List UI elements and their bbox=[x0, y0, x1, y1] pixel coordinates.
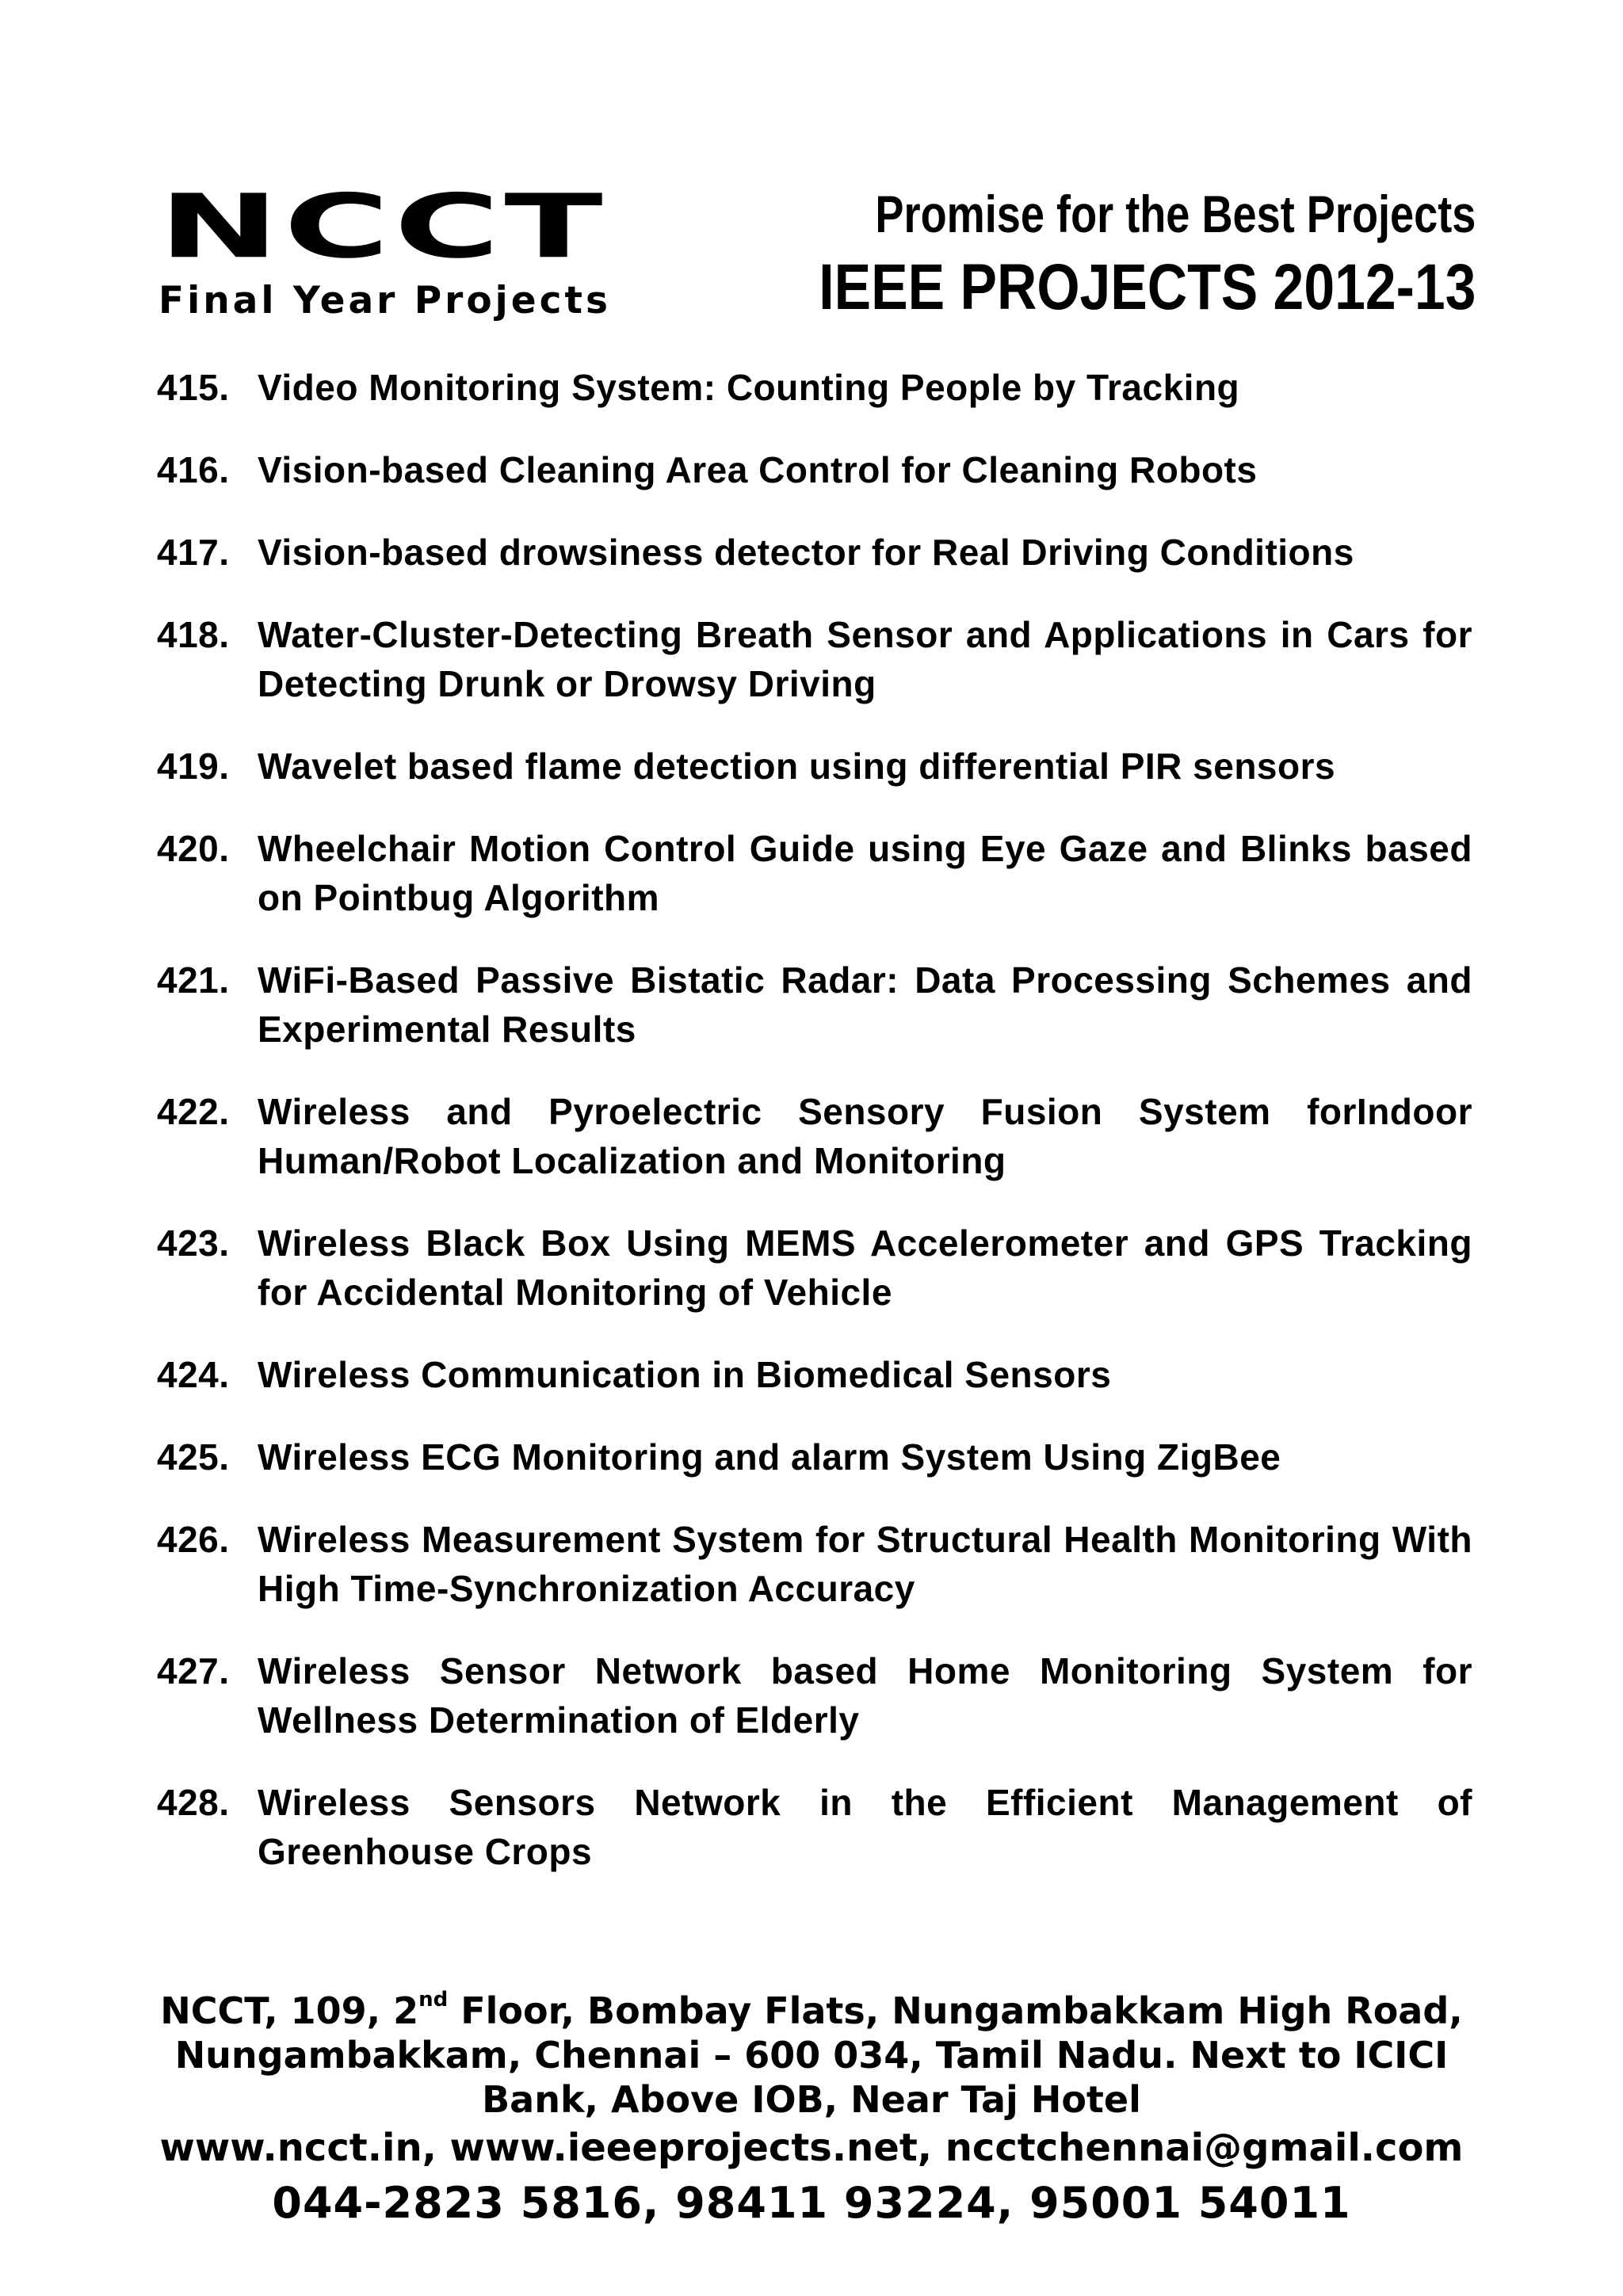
contact-footer bbox=[0, 1989, 1623, 2231]
project-number: 419. bbox=[157, 746, 230, 787]
address-line-start: NCCT, 109, 2 bbox=[160, 1989, 419, 2032]
list-item bbox=[157, 363, 1472, 412]
project-title: Video Monitoring System: Counting People by Tracking bbox=[258, 367, 1240, 408]
project-number: 416. bbox=[157, 449, 230, 490]
address-line-rest: Floor, Bombay Flats, Nungambakkam High Road, Nungambakkam, Chennai – 600 034, Tamil Nadu. Next to ICICI Bank, Above IOB, Near Taj Hotel bbox=[174, 1989, 1463, 2121]
list-item bbox=[157, 1350, 1472, 1399]
list-item bbox=[157, 955, 1472, 1054]
project-number: 417. bbox=[157, 532, 230, 573]
project-number: 418. bbox=[157, 614, 230, 655]
list-item bbox=[157, 1219, 1472, 1317]
project-title: Vision-based drowsiness detector for Real Driving Conditions bbox=[258, 532, 1354, 573]
project-number: 424. bbox=[157, 1354, 230, 1395]
project-number: 422. bbox=[157, 1091, 230, 1132]
list-item bbox=[157, 528, 1472, 577]
project-number: 420. bbox=[157, 828, 230, 869]
project-title: Wheelchair Motion Control Guide using Eye Gaze and Blinks based on Pointbug Algorithm bbox=[258, 828, 1472, 918]
project-title: Wireless ECG Monitoring and alarm System Using ZigBee bbox=[258, 1436, 1281, 1478]
list-item bbox=[157, 742, 1472, 791]
logo-subtitle: Final Year Projects bbox=[158, 279, 611, 322]
project-number: 421. bbox=[157, 959, 230, 1001]
project-title: Wireless Sensors Network in the Efficient Management of Greenhouse Crops bbox=[258, 1782, 1472, 1872]
list-item bbox=[157, 1778, 1472, 1876]
list-item bbox=[157, 824, 1472, 922]
project-title: Wireless and Pyroelectric Sensory Fusion System forIndoor Human/Robot Localization and Monitoring bbox=[258, 1091, 1472, 1181]
project-number: 427. bbox=[157, 1650, 230, 1691]
phone-numbers: 044-2823 5816, 98411 93224, 95001 54011 bbox=[272, 2178, 1351, 2228]
tagline: Promise for the Best Projects bbox=[875, 185, 1476, 243]
list-item bbox=[157, 610, 1472, 708]
project-list bbox=[157, 363, 1472, 1909]
list-item bbox=[157, 1087, 1472, 1185]
project-number: 426. bbox=[157, 1519, 230, 1560]
address bbox=[138, 1989, 1485, 2122]
project-title: Wireless Communication in Biomedical Sensors bbox=[258, 1354, 1112, 1395]
web-and-email: www.ncct.in, www.ieeeprojects.net, ncctchennai@gmail.com bbox=[159, 2126, 1464, 2170]
project-number: 423. bbox=[157, 1222, 230, 1264]
project-title: Water-Cluster-Detecting Breath Sensor and Applications in Cars for Detecting Drunk or Drowsy Driving bbox=[258, 614, 1472, 704]
header-tagline-block bbox=[703, 184, 1476, 323]
headline: IEEE PROJECTS 2012-13 bbox=[818, 251, 1476, 323]
project-number: 425. bbox=[157, 1436, 230, 1478]
ncct-logo bbox=[158, 175, 713, 322]
list-item bbox=[157, 445, 1472, 494]
project-title: Wavelet based flame detection using differential PIR sensors bbox=[258, 746, 1336, 787]
logo-title: NCCT bbox=[158, 175, 608, 279]
project-title: Wireless Measurement System for Structural Health Monitoring With High Time-Synchronization Accuracy bbox=[258, 1519, 1472, 1609]
project-number: 415. bbox=[157, 367, 230, 408]
project-number: 428. bbox=[157, 1782, 230, 1823]
project-title: Wireless Black Box Using MEMS Accelerometer and GPS Tracking for Accidental Monitoring of Vehicle bbox=[258, 1222, 1472, 1313]
list-item bbox=[157, 1432, 1472, 1482]
list-item bbox=[157, 1515, 1472, 1613]
project-title: WiFi-Based Passive Bistatic Radar: Data Processing Schemes and Experimental Results bbox=[258, 959, 1472, 1050]
project-title: Vision-based Cleaning Area Control for Cleaning Robots bbox=[258, 449, 1258, 490]
list-item bbox=[157, 1646, 1472, 1745]
ordinal-suffix: nd bbox=[418, 1988, 449, 2012]
project-title: Wireless Sensor Network based Home Monitoring System for Wellness Determination of Elderly bbox=[258, 1650, 1472, 1741]
